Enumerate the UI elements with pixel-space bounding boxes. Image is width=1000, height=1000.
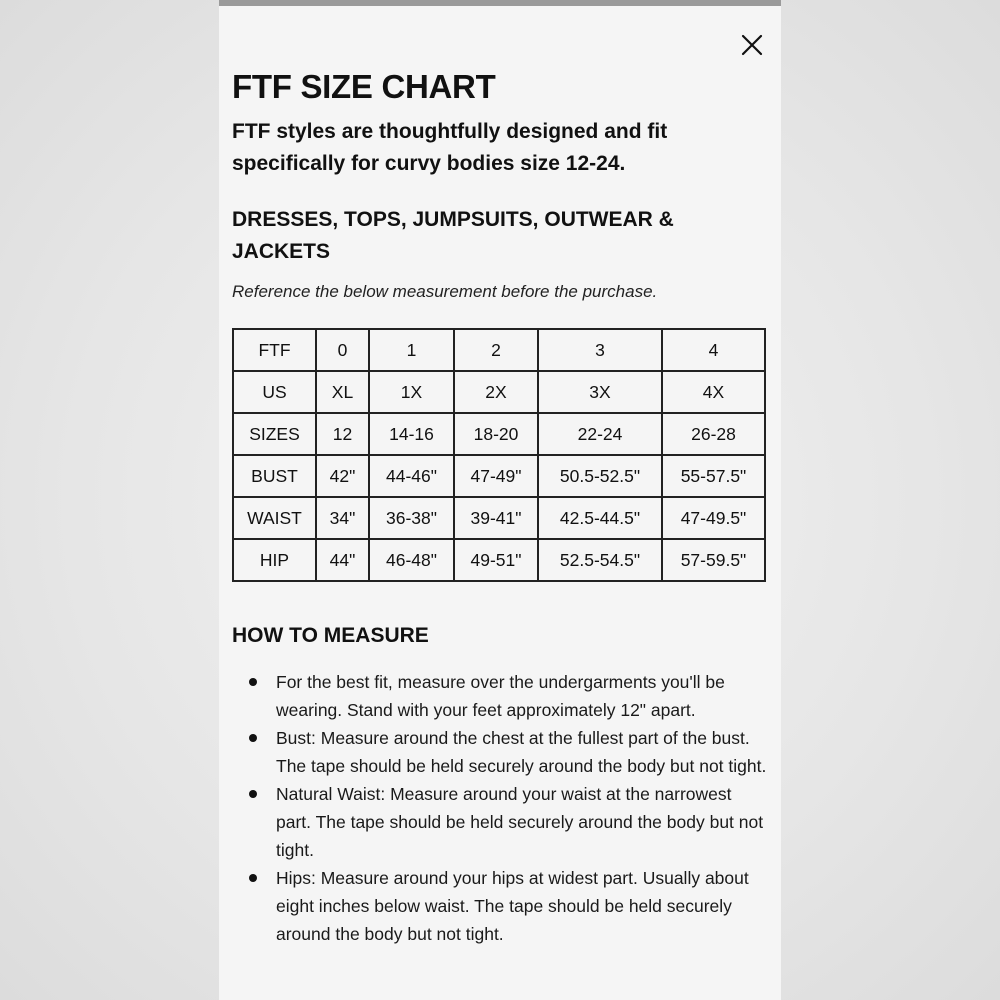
table-row-header: SIZES [233, 413, 316, 455]
table-cell: 2X [454, 371, 538, 413]
table-row [233, 413, 765, 455]
table-cell: 14-16 [369, 413, 454, 455]
close-button[interactable] [737, 30, 767, 60]
table-cell: 42" [316, 455, 369, 497]
table-cell: 52.5-54.5" [538, 539, 662, 581]
table-cell: 49-51" [454, 539, 538, 581]
how-to-measure-list [249, 668, 769, 948]
table-cell: 12 [316, 413, 369, 455]
table-cell: 57-59.5" [662, 539, 765, 581]
bullet-icon [249, 678, 257, 686]
table-cell: 55-57.5" [662, 455, 765, 497]
size-chart-modal [219, 6, 781, 1000]
table-cell: 0 [316, 329, 369, 371]
table-cell: 39-41" [454, 497, 538, 539]
table-cell: 26-28 [662, 413, 765, 455]
list-item [249, 668, 769, 724]
list-item-text: For the best fit, measure over the undergarments you'll be wearing. Stand with your feet approximately 12" apart. [276, 672, 725, 720]
table-cell: 1 [369, 329, 454, 371]
table-row-header: FTF [233, 329, 316, 371]
table-cell: 2 [454, 329, 538, 371]
bullet-icon [249, 874, 257, 882]
subtitle: FTF styles are thoughtfully designed and fit specifically for curvy bodies size 12-24. [232, 120, 668, 175]
table-cell: 22-24 [538, 413, 662, 455]
table-cell: 46-48" [369, 539, 454, 581]
table-cell: 4 [662, 329, 765, 371]
list-item [249, 780, 769, 864]
table-cell: 1X [369, 371, 454, 413]
close-icon [737, 30, 767, 60]
page-title: FTF SIZE CHART [232, 68, 496, 105]
table-row [233, 371, 765, 413]
table-row-header: BUST [233, 455, 316, 497]
list-item-text: Hips: Measure around your hips at widest part. Usually about eight inches below waist. The tape should be held securely around the body but not tight. [276, 868, 749, 944]
table-cell: 34" [316, 497, 369, 539]
table-row [233, 539, 765, 581]
table-cell: 47-49.5" [662, 497, 765, 539]
bullet-icon [249, 790, 257, 798]
table-cell: 50.5-52.5" [538, 455, 662, 497]
table-cell: 44" [316, 539, 369, 581]
list-item [249, 724, 769, 780]
list-item [249, 864, 769, 948]
table-cell: 36-38" [369, 497, 454, 539]
list-item-text: Bust: Measure around the chest at the fullest part of the bust. The tape should be held securely around the body but not tight. [276, 728, 767, 776]
table-row-header: WAIST [233, 497, 316, 539]
table-cell: 3 [538, 329, 662, 371]
table-cell: XL [316, 371, 369, 413]
size-table [232, 328, 766, 582]
section-heading: DRESSES, TOPS, JUMPSUITS, OUTWEAR & JACKETS [232, 208, 674, 263]
table-cell: 44-46" [369, 455, 454, 497]
table-row-header: HIP [233, 539, 316, 581]
table-cell: 4X [662, 371, 765, 413]
how-to-measure-heading: HOW TO MEASURE [232, 624, 429, 647]
table-cell: 47-49" [454, 455, 538, 497]
table-cell: 42.5-44.5" [538, 497, 662, 539]
table-cell: 3X [538, 371, 662, 413]
table-cell: 18-20 [454, 413, 538, 455]
reference-note: Reference the below measurement before the purchase. [232, 282, 658, 301]
list-item-text: Natural Waist: Measure around your waist at the narrowest part. The tape should be held securely around the body but not tight. [276, 784, 764, 860]
table-row [233, 455, 765, 497]
bullet-icon [249, 734, 257, 742]
table-row [233, 329, 765, 371]
table-row [233, 497, 765, 539]
table-row-header: US [233, 371, 316, 413]
